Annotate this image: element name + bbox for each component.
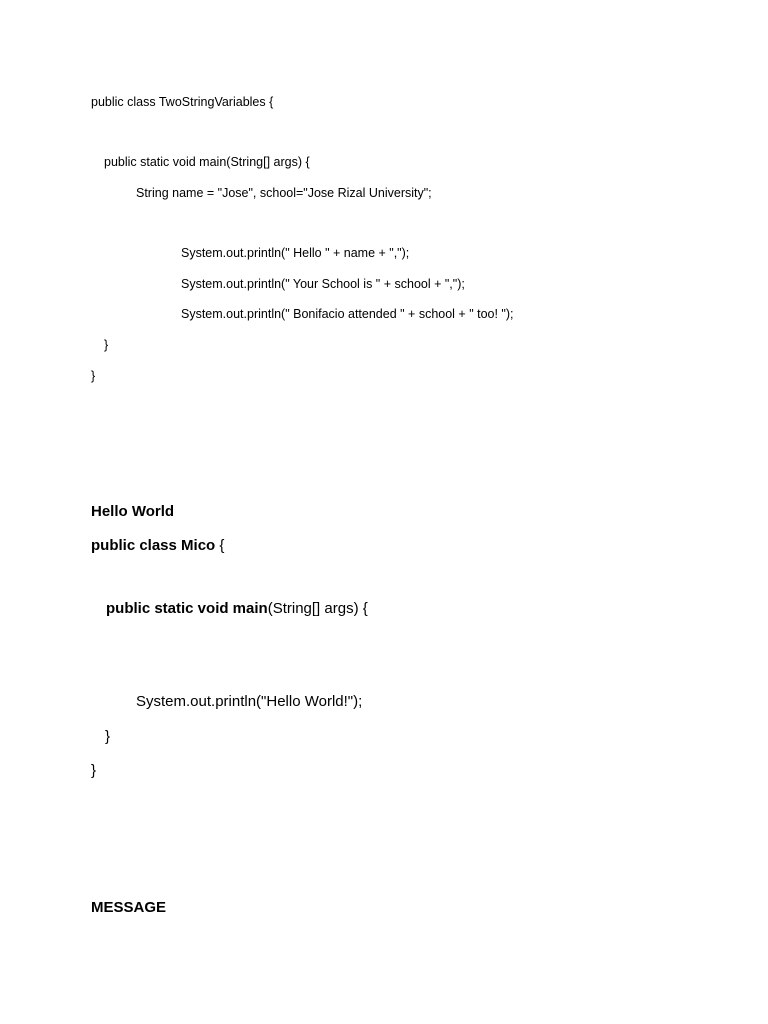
code-line-class-decl-mico <box>91 538 224 553</box>
code-line-class-decl: public class TwoStringVariables { <box>91 95 274 109</box>
code-line-print-hello-world: System.out.println("Hello World!"); <box>136 693 363 710</box>
code-line-main-decl: public static void main(String[] args) { <box>104 155 310 169</box>
code-line-main-decl-mico <box>106 601 368 616</box>
code-line-var-decl: String name = "Jose", school="Jose Rizal University"; <box>136 186 432 200</box>
code-line-print-hello: System.out.println(" Hello " + name + ","); <box>181 246 410 260</box>
main-decl-args: (String[] args) { <box>267 600 368 617</box>
main-decl-keyword: public static void main <box>106 600 268 617</box>
class-decl-brace: { <box>215 537 225 554</box>
code-line-close-class-mico: } <box>91 762 97 779</box>
heading-message: MESSAGE <box>91 899 167 916</box>
code-line-close-method-mico: } <box>105 728 111 745</box>
code-line-print-school: System.out.println(" Your School is " + school + ","); <box>181 277 465 291</box>
class-decl-keyword: public class Mico <box>91 537 216 554</box>
code-line-close-method: } <box>104 338 109 352</box>
heading-hello-world: Hello World <box>91 503 175 520</box>
code-line-close-class: } <box>91 369 96 383</box>
code-line-print-bonifacio: System.out.println(" Bonifacio attended " + school + " too! "); <box>181 307 514 321</box>
